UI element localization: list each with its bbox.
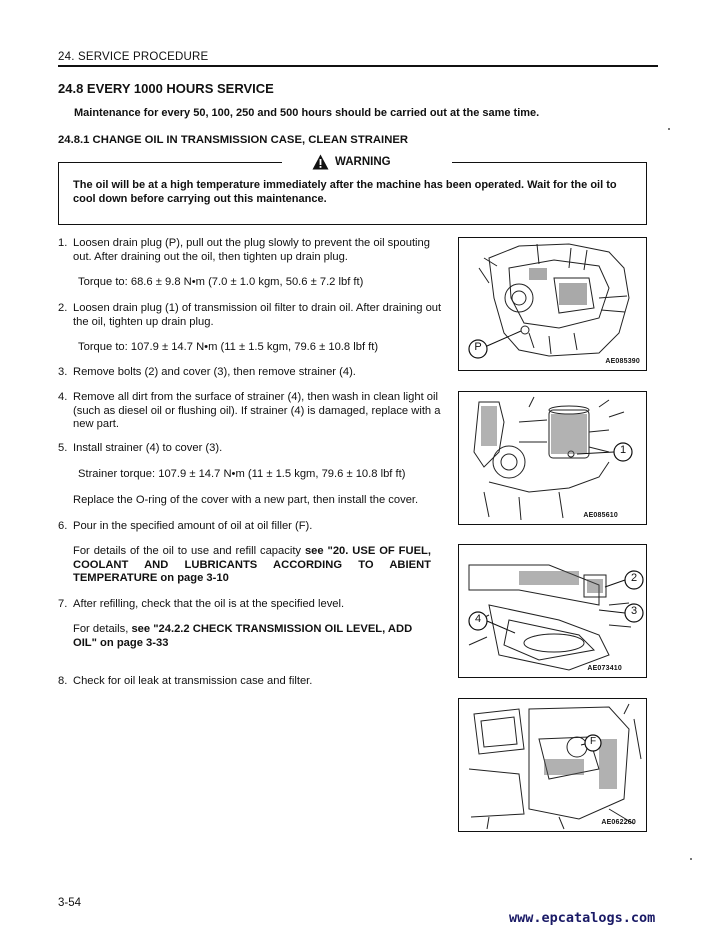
step-7 [58,598,448,612]
step-6-reference [73,545,431,586]
figure-filter-drain [458,391,647,525]
step-text: Loosen drain plug (P), pull out the plug slowly to prevent the oil spouting out. After draining out the oil, then tighten up drain plug. [73,237,430,263]
figure-strainer-cover [458,544,647,678]
step-text: Install strainer (4) to cover (3). [73,442,223,454]
warning-text: The oil will be at a high temperature immediately after the machine has been operated. Wait for the oil to cool down before carrying out this maintenance. [73,179,617,205]
step-text: Pour in the specified amount of oil at oil filler (F). [73,520,313,532]
warning-triangle-icon [312,154,329,170]
figure-oil-filler [458,698,647,832]
callout-f: F [589,736,597,747]
step-number: 4. [58,391,68,403]
step-number: 1. [58,237,68,249]
callout-4: 4 [474,613,482,625]
filter-illustration [459,392,647,525]
step-1 [58,237,448,264]
reference-lead: For details of the oil to use and refill capacity [73,545,305,557]
callout-2: 2 [630,572,638,584]
reference-link: see "20. USE OF FUEL, COOLANT AND LUBRICANTS ACCORDING TO ABIENT TEMPERATURE on page 3-10 [73,545,431,585]
step-7-reference [73,623,431,650]
running-header: 24. SERVICE PROCEDURE [58,51,209,63]
figure-code: AE085610 [583,512,618,519]
step-5-torque: Strainer torque: 107.9 ± 14.7 N•m (11 ± 1.5 kgm, 79.6 ± 10.8 lbf ft) [78,468,406,480]
filler-illustration [459,699,647,832]
step-5 [58,442,448,456]
figure-code: AE085390 [605,358,640,365]
step-5-oring-note: Replace the O-ring of the cover with a new part, then install the cover. [73,494,419,506]
callout-3: 3 [630,605,638,617]
warning-label: WARNING [335,156,391,168]
step-text: Check for oil leak at transmission case and filter. [73,675,313,687]
step-8 [58,675,448,689]
step-3 [58,366,448,380]
section-intro: Maintenance for every 50, 100, 250 and 500 hours should be carried out at the same time. [74,107,540,119]
callout-1: 1 [619,444,627,456]
figure-code: AE062260 [601,819,636,826]
step-text: Remove bolts (2) and cover (3), then remove strainer (4). [73,366,356,378]
step-text: Loosen drain plug (1) of transmission oil filter to drain oil. After draining out the oil, tighten up drain plug. [73,302,442,328]
step-6 [58,520,448,534]
reference-lead: For details, [73,623,132,635]
scan-artifact [690,858,692,860]
step-number: 6. [58,520,68,532]
section-title: 24.8 EVERY 1000 HOURS SERVICE [58,81,274,96]
subsection-title: 24.8.1 CHANGE OIL IN TRANSMISSION CASE, CLEAN STRAINER [58,134,409,146]
step-number: 5. [58,442,68,454]
step-number: 7. [58,598,68,610]
step-number: 8. [58,675,68,687]
step-text: Remove all dirt from the surface of strainer (4), then wash in clean light oil (such as diesel oil or flushing oil). If strainer (4) is damaged, replace with a new part. [73,391,441,431]
watermark: www.epcatalogs.com [509,910,656,926]
warning-heading [312,154,391,170]
engine-illustration [459,238,647,371]
step-text: After refilling, check that the oil is at the specified level. [73,598,345,610]
reference-link: see "24.2.2 CHECK TRANSMISSION OIL LEVEL, ADD OIL" on page 3-33 [73,623,413,649]
step-4 [58,391,448,432]
header-rule [58,65,658,67]
step-2 [58,302,448,329]
step-2-torque: Torque to: 107.9 ± 14.7 N•m (11 ± 1.5 kgm, 79.6 ± 10.8 lbf ft) [78,341,379,353]
figure-drain-plug [458,237,647,371]
strainer-illustration [459,545,647,678]
step-number: 2. [58,302,68,314]
callout-p: P [474,341,482,353]
figure-code: AE073410 [587,665,622,672]
step-1-torque: Torque to: 68.6 ± 9.8 N•m (7.0 ± 1.0 kgm, 50.6 ± 7.2 lbf ft) [78,276,364,288]
step-number: 3. [58,366,68,378]
scan-artifact [668,128,670,130]
page-number: 3-54 [58,897,82,909]
